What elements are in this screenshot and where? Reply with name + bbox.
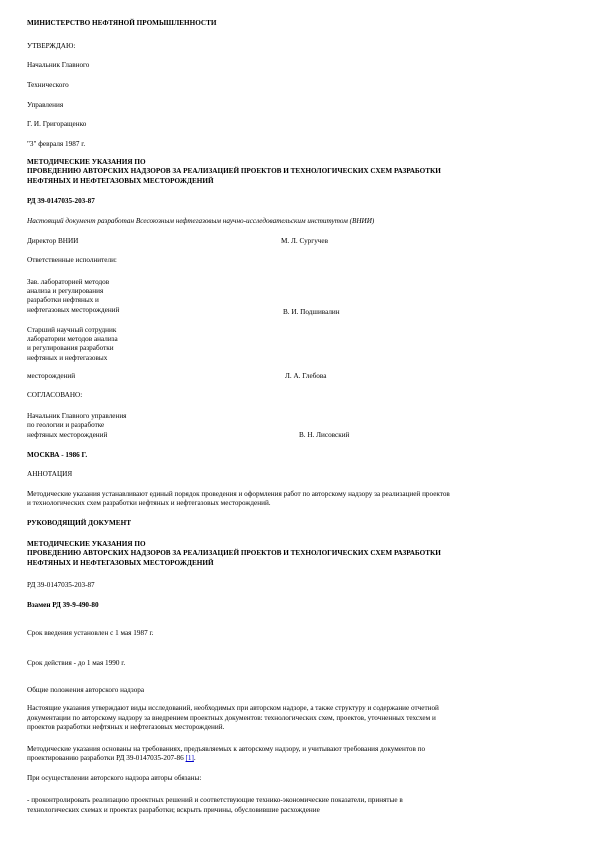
paragraph-line: документации по авторскому надзору за внедрением проектных документов: технологических схем, проектов, уточненных техсхем и bbox=[27, 714, 436, 722]
executor-position: нефтяных и нефтегазовых bbox=[27, 354, 108, 362]
paragraph-line: При осуществлении авторского надзора авторы обязаны: bbox=[27, 774, 202, 782]
executor-position: нефтегазовых месторождений bbox=[27, 306, 120, 314]
agreed-title: СОГЛАСОВАНО: bbox=[27, 391, 83, 399]
doc-title-line: НЕФТЯНЫХ И НЕФТЕГАЗОВЫХ МЕСТОРОЖДЕНИЙ bbox=[27, 559, 214, 567]
approval-line: Технического bbox=[27, 81, 69, 89]
agreed-line: Начальник Главного управления bbox=[27, 412, 127, 420]
paragraph-line: Настоящие указания утверждают виды исследований, необходимых при авторском надзоре, а также структуру и содержание отчетной bbox=[27, 704, 439, 712]
executor-position: Зав. лабораторией методов bbox=[27, 278, 110, 286]
approval-title: УТВЕРЖДАЮ: bbox=[27, 42, 76, 50]
replaces-code: Взамен РД 39-9-490-80 bbox=[27, 601, 99, 609]
paragraph-line: проектов разработки нефтяных и нефтегазовых месторождений. bbox=[27, 723, 225, 731]
city-year: МОСКВА - 1986 Г. bbox=[27, 451, 88, 459]
intro-date: Срок введения установлен с 1 мая 1987 г. bbox=[27, 629, 154, 637]
doc-title-line: НЕФТЯНЫХ И НЕФТЕГАЗОВЫХ МЕСТОРОЖДЕНИЙ bbox=[27, 177, 214, 185]
doc-title-line: МЕТОДИЧЕСКИЕ УКАЗАНИЯ ПО bbox=[27, 540, 146, 548]
paragraph-line: технологических схемах и проектах разработки; вскрыть причины, обусловившие расхождение bbox=[27, 806, 320, 814]
director-name: М. Л. Сургучев bbox=[281, 237, 328, 245]
annotation-title: АННОТАЦИЯ bbox=[27, 470, 73, 478]
doc-code: РД 39-0147035-203-87 bbox=[27, 197, 95, 205]
doc-title-line: МЕТОДИЧЕСКИЕ УКАЗАНИЯ ПО bbox=[27, 158, 146, 166]
executor-position: Старший научный сотрудник bbox=[27, 326, 117, 334]
agreed-line: по геологии и разработке bbox=[27, 421, 105, 429]
agreed-name: В. Н. Лисовский bbox=[299, 431, 350, 439]
executor-position: месторождений bbox=[27, 372, 76, 380]
approval-line: Управления bbox=[27, 101, 64, 109]
guide-doc-heading: РУКОВОДЯЩИЙ ДОКУМЕНТ bbox=[27, 519, 131, 527]
approval-date: "3" февраля 1987 г. bbox=[27, 140, 86, 148]
ministry-heading: МИНИСТЕРСТВО НЕФТЯНОЙ ПРОМЫШЛЕННОСТИ bbox=[27, 19, 217, 27]
section-heading: Общие положения авторского надзора bbox=[27, 686, 145, 694]
reference-link[interactable]: [1] bbox=[185, 754, 194, 762]
developed-by: Настоящий документ разработан Всесоюзным нефтегазовым научно-исследовательским институтом (ВНИИ) bbox=[27, 217, 375, 225]
executor-position: лаборатории методов анализа bbox=[27, 335, 118, 343]
paragraph-line bbox=[27, 754, 196, 763]
approval-line: Начальник Главного bbox=[27, 61, 90, 69]
doc-title-line: ПРОВЕДЕНИЮ АВТОРСКИХ НАДЗОРОВ ЗА РЕАЛИЗАЦИЕЙ ПРОЕКТОВ И ТЕХНОЛОГИЧЕСКИХ СХЕМ РАЗРАБОТКИ bbox=[27, 167, 441, 175]
executor-position: и регулирования разработки bbox=[27, 344, 114, 352]
executors-title: Ответственные исполнители: bbox=[27, 256, 117, 264]
annotation-text: Методические указания устанавливают единый порядок проведения и оформления работ по авторскому надзору за реализацией проектов bbox=[27, 490, 450, 498]
executor-name: Л. А. Глебова bbox=[285, 372, 327, 380]
doc-title-line: ПРОВЕДЕНИЮ АВТОРСКИХ НАДЗОРОВ ЗА РЕАЛИЗАЦИЕЙ ПРОЕКТОВ И ТЕХНОЛОГИЧЕСКИХ СХЕМ РАЗРАБОТКИ bbox=[27, 549, 441, 557]
paragraph-text: . bbox=[193, 754, 196, 762]
doc-code: РД 39-0147035-203-87 bbox=[27, 581, 95, 589]
approval-name: Г. И. Григоращенко bbox=[27, 120, 87, 128]
director-role: Директор ВНИИ bbox=[27, 237, 79, 245]
executor-position: разработки нефтяных и bbox=[27, 296, 99, 304]
annotation-text: и технологических схем разработки нефтяных и нефтегазовых месторождений. bbox=[27, 499, 271, 507]
agreed-line: нефтяных месторождений bbox=[27, 431, 108, 439]
executor-name: В. И. Подшивалин bbox=[283, 308, 340, 316]
paragraph-line: - проконтролировать реализацию проектных решений и соответствующие технико-экономические показатели, принятые в bbox=[27, 796, 403, 804]
paragraph-text: проектированию разработки РД 39-0147035-207-86 bbox=[27, 754, 184, 762]
valid-until: Срок действия - до 1 мая 1990 г. bbox=[27, 659, 126, 667]
executor-position: анализа и регулирования bbox=[27, 287, 104, 295]
paragraph-line: Методические указания основаны на требованиях, предъявляемых к авторскому надзору, и учитывают требования документов по bbox=[27, 745, 426, 753]
